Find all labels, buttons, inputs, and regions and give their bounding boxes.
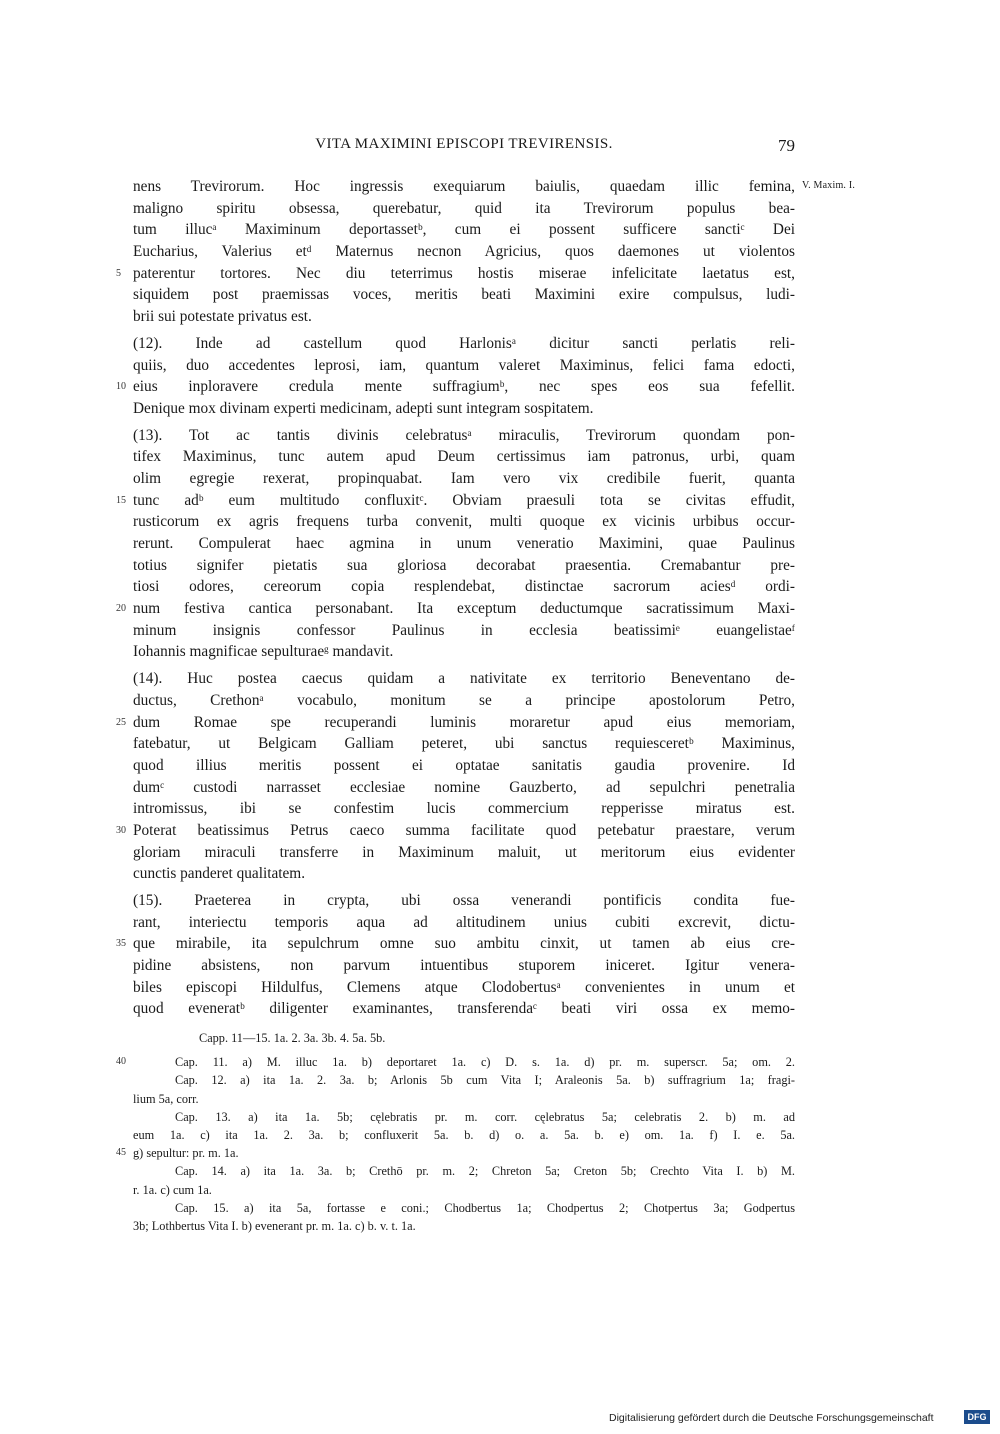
line-text: gloriam miraculi transferre in Maximinum maluit, ut meritorum eius evidenter (133, 843, 795, 861)
text-line (133, 842, 795, 864)
text-line (133, 863, 795, 885)
text-line (116, 933, 795, 955)
line-text: rusticorum ex agris frequens turba convenit, multi quoque ex vicinis urbibus occur- (133, 513, 795, 531)
line-text: fatebatur, ut Belgicam Galliam peteret, ubi sanctus requiesceretᵇ Maximinus, (133, 735, 795, 753)
apparatus-text: r. 1a. c) cum 1a. (133, 1182, 212, 1197)
apparatus-text: lium 5a, corr. (133, 1091, 199, 1106)
text-line (133, 533, 795, 555)
apparatus-text: Cap. 14. a) ita 1a. 3a. b; Crethō pr. m. 2; Chreton 5a; Creton 5b; Crechto Vita I. b) M. (175, 1164, 795, 1179)
page-number: 79 (778, 136, 795, 155)
line-text: eius inploravere credula mente suffragiumᵇ, nec spes eos sua fefellit. (133, 378, 795, 396)
text-line (133, 176, 795, 198)
running-title: VITA MAXIMINI EPISCOPI TREVIRENSIS. (315, 136, 613, 152)
text-line (133, 468, 795, 490)
line-text: ductus, Crethonᵃ vocabulo, monitum se a principe apostolorum Petro, (133, 691, 795, 709)
apparatus-text: eum 1a. c) ita 1a. 2. 3a. b; confluxerit 5a. b. d) o. a. 5a. b. e) om. 1a. f) I. e. 5a. (133, 1127, 795, 1142)
running-head (133, 136, 795, 158)
line-text: dum Romae spe recuperandi luminis moraretur apud eius memoriam, (133, 713, 795, 731)
text-line (116, 263, 795, 285)
text-line (133, 977, 795, 999)
apparatus-text: g) sepultur: pr. m. 1a. (133, 1146, 239, 1161)
text-line (133, 576, 795, 598)
critical-apparatus (116, 1029, 795, 1235)
line-text: brii sui potestate privatus est. (133, 308, 312, 326)
line-text: quod eveneratᵇ diligenter examinantes, transferendaᶜ beati viri ossa ex memo- (133, 1000, 795, 1018)
apparatus-line (133, 1126, 795, 1144)
line-text: (13). Tot ac tantis divinis celebratusᵃ miraculis, Trevirorum quondam pon- (133, 426, 795, 444)
text-line (133, 668, 795, 690)
apparatus-line (133, 1108, 795, 1126)
text-line (133, 912, 795, 934)
text-line (133, 998, 795, 1020)
line-text: siquidem post praemissas voces, meritis beati Maximini exire compulsus, ludi- (133, 286, 795, 304)
line-text: quod illius meritis possent ei optatae sanitatis gaudia provenire. Id (133, 756, 795, 774)
line-text: tunc adᵇ eum multitudo confluxitᶜ. Obviam praesuli tota se civitas effudit, (133, 491, 795, 509)
line-text: minum insignis confessor Paulinus in ecclesia beatissimiᵉ euangelistaeᶠ (133, 621, 795, 639)
apparatus-text: Cap. 15. a) ita 5a, fortasse e coni.; Chodbertus 1a; Chodpertus 2; Chotpertus 3a; Godpertus (175, 1200, 795, 1215)
line-number: 25 (116, 716, 126, 728)
text-line (133, 511, 795, 533)
text-line (133, 398, 795, 420)
apparatus-line (133, 1029, 795, 1047)
line-text: Iohannis magnificae sepulturaeᵍ mandavit. (133, 643, 394, 661)
text-line (133, 798, 795, 820)
line-text: (12). Inde ad castellum quod Harlonisᵃ dicitur sancti perlatis reli- (133, 334, 795, 352)
apparatus-text: Capp. 11—15. 1a. 2. 3a. 3b. 4. 5a. 5b. (199, 1031, 386, 1045)
line-number: 5 (116, 267, 121, 279)
digitization-credit: Digitalisierung gefördert durch die Deutsche Forschungsgemeinschaft (609, 1412, 934, 1424)
apparatus-line (116, 1144, 795, 1162)
line-text: nens Trevirorum. Hoc ingressis exequiarum baiulis, quaedam illic femina, (133, 178, 795, 195)
apparatus-line (133, 1090, 795, 1108)
text-line (133, 733, 795, 755)
text-line (133, 555, 795, 577)
line-text: tum illucᵃ Maximinum deportassetᵇ, cum ei possent sufficere sanctiᶜ Dei (133, 221, 795, 239)
apparatus-text: Cap. 13. a) ita 1a. 5b; cęlebratis pr. m. corr. cęlebratus 5a; celebratis 2. b) m. ad (175, 1109, 795, 1124)
apparatus-line (116, 1053, 795, 1071)
line-text: dumᶜ custodi narrasset ecclesiae nomine Gauzberto, ad sepulchri penetralia (133, 778, 795, 796)
main-text-block (116, 176, 795, 1020)
line-number: 35 (116, 938, 126, 950)
line-text: cunctis panderet qualitatem. (133, 865, 306, 883)
text-line (133, 620, 795, 642)
apparatus-line (133, 1162, 795, 1180)
line-text: maligno spiritu obsessa, querebatur, quid ita Trevirorum populus bea- (133, 199, 795, 217)
line-number: 40 (116, 1056, 126, 1068)
text-line (116, 490, 795, 512)
text-line (133, 755, 795, 777)
line-text: (15). Praeterea in crypta, ubi ossa venerandi pontificis condita fue- (133, 892, 795, 909)
line-number: 30 (116, 824, 126, 836)
text-line (116, 598, 795, 620)
text-line (116, 712, 795, 734)
line-text: que mirabile, ita sepulchrum omne suo ambitu cinxit, ut tamen ab eius cre- (133, 935, 795, 953)
text-line (133, 641, 795, 663)
text-line (116, 820, 795, 842)
text-line (133, 425, 795, 447)
apparatus-line (133, 1199, 795, 1217)
apparatus-text: 3b; Lothbertus Vita I. b) evenerant pr. m. 1a. c) b. v. t. 1a. (133, 1218, 416, 1233)
text-line (133, 219, 795, 241)
line-text: totius signifer pietatis sua gloriosa decorabat praesentia. Cremabantur pre- (133, 556, 795, 574)
line-number: 20 (116, 603, 126, 615)
apparatus-line (133, 1071, 795, 1089)
text-line (133, 690, 795, 712)
line-text: biles episcopi Hildulfus, Clemens atque Clodobertusᵃ convenientes in unum et (133, 978, 795, 996)
line-text: rerunt. Compulerat haec agmina in unum veneratio Maximini, quae Paulinus (133, 535, 795, 552)
line-text: olim egregie rexerat, propinquabat. Iam vero vix credibile fuerit, quanta (133, 469, 795, 487)
margin-reference: V. Maxim. I. (802, 180, 856, 191)
line-text: rant, interiectu temporis aqua ad altitudinem unius cubiti excrevit, dictu- (133, 913, 795, 931)
line-text: Poterat beatissimus Petrus caeco summa facilitate quod petebatur praestare, verum (133, 821, 795, 839)
line-text: Denique mox divinam experti medicinam, adepti sunt integram sospitatem. (133, 399, 594, 417)
line-text: (14). Huc postea caecus quidam a nativitate ex territorio Beneventano de- (133, 670, 795, 688)
apparatus-text: Cap. 11. a) M. illuc 1a. b) deportaret 1a. c) D. s. 1a. d) pr. m. superscr. 5a; om. 2. (175, 1055, 795, 1070)
line-text: pidine absistens, non parvum intuentibus stuporem iniceret. Igitur venera- (133, 957, 795, 975)
text-line (133, 890, 795, 912)
line-number: 15 (116, 494, 126, 506)
text-line (133, 333, 795, 355)
text-line (133, 198, 795, 220)
text-line (133, 955, 795, 977)
text-line (133, 446, 795, 468)
text-line (133, 284, 795, 306)
line-text: tifex Maximinus, tunc autem apud Deum certissimus iam patronus, urbi, quam (133, 448, 795, 466)
text-line (116, 376, 795, 398)
line-text: Eucharius, Valerius etᵈ Maternus necnon Agricius, quos daemones ut violentos (133, 243, 795, 261)
dfg-logo: DFG (964, 1410, 990, 1424)
line-text: intromissus, ibi se confestim lucis commercium repperisse miratus est. (133, 800, 795, 818)
text-line (133, 777, 795, 799)
text-line (133, 306, 795, 328)
apparatus-text: Cap. 12. a) ita 1a. 2. 3a. b; Arlonis 5b cum Vita I; Araleonis 5a. b) suffragrium 1a; fragi- (175, 1073, 795, 1088)
line-text: num festiva cantica personabant. Ita exceptum deductumque sacratissimum Maxi- (133, 600, 795, 618)
line-text: paterentur tortores. Nec diu teterrimus hostis miserae infelicitate laetatus est, (133, 264, 795, 282)
apparatus-line (133, 1217, 795, 1235)
line-text: tiosi odores, cereorum copia resplendebat, distinctae sacrorum aciesᵈ ordi- (133, 578, 795, 596)
line-number: 45 (116, 1147, 126, 1159)
text-line (133, 241, 795, 263)
text-line (133, 355, 795, 377)
apparatus-line (133, 1181, 795, 1199)
line-number: 10 (116, 381, 126, 393)
line-text: quiis, duo accedentes leprosi, iam, quantum valeret Maximinus, felici fama edocti, (133, 356, 795, 374)
